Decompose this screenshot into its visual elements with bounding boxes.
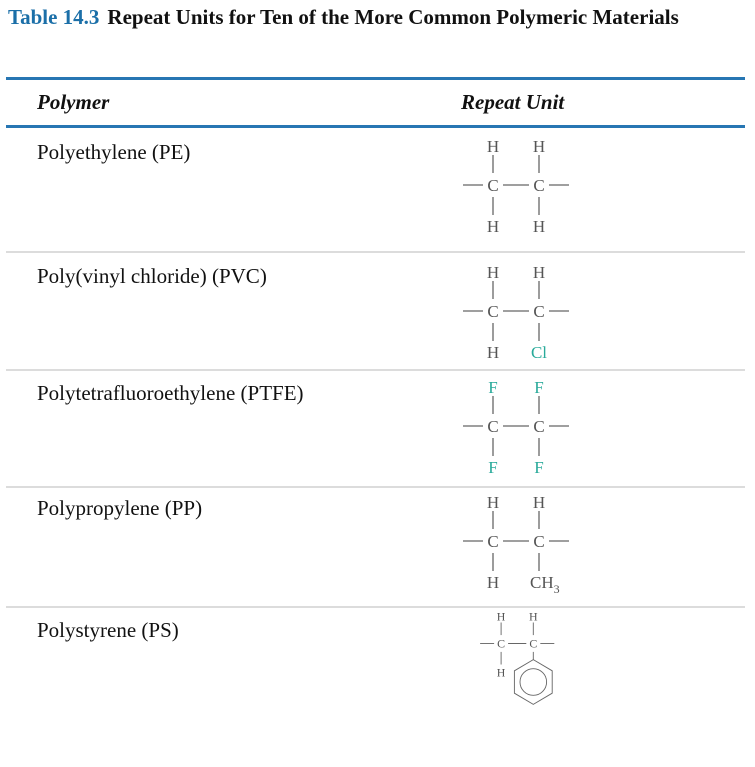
atom-carbon-2: C <box>533 302 545 321</box>
polymer-name: Polyethylene (PE) <box>37 140 191 164</box>
polymer-name: Polytetrafluoroethylene (PTFE) <box>37 381 304 405</box>
atom-top-right: H <box>532 263 546 282</box>
atom-carbon-1: C <box>487 417 499 436</box>
atom-top-right: H <box>532 493 546 512</box>
atom-chlorine: Cl <box>530 343 548 362</box>
atom-top-left: H <box>496 609 506 624</box>
table-title: Repeat Units for Ten of the More Common Polymeric Materials <box>107 5 679 29</box>
atom-carbon-1: C <box>497 636 506 651</box>
atom-bottom-left: H <box>486 573 500 592</box>
atom-bottom-left: H <box>486 343 500 362</box>
atom-carbon-1: C <box>487 532 499 551</box>
repeat-unit-structure <box>455 486 585 598</box>
atom-bottom-right: H <box>532 217 546 236</box>
atom-carbon-1: C <box>487 302 499 321</box>
atom-carbon-2: C <box>533 532 545 551</box>
repeat-unit-structure <box>455 130 585 242</box>
row-divider <box>6 606 745 608</box>
atom-top-right: H <box>532 137 546 156</box>
header-top-rule <box>6 77 745 80</box>
atom-top-left: H <box>486 493 500 512</box>
row-divider <box>6 486 745 488</box>
atom-carbon-1: C <box>487 176 499 195</box>
column-header-repeat-unit: Repeat Unit <box>461 90 565 114</box>
polymer-name: Polypropylene (PP) <box>37 496 203 520</box>
atom-top-left: H <box>486 263 500 282</box>
row-divider <box>6 369 745 371</box>
row-divider <box>6 251 745 253</box>
atom-fluorine: F <box>488 458 498 477</box>
atom-carbon-2: C <box>529 636 538 651</box>
atom-bottom-left: H <box>486 217 500 236</box>
atom-top-right: H <box>529 609 538 624</box>
table-number: Table 14.3 <box>8 5 100 29</box>
repeat-unit-structure <box>455 256 585 368</box>
polymer-name: Poly(vinyl chloride) (PVC) <box>37 264 267 288</box>
atom-bottom-left: H <box>496 665 506 680</box>
polymer-name: Polystyrene (PS) <box>37 618 179 642</box>
repeat-unit-structure <box>455 371 585 483</box>
atom-fluorine: F <box>534 458 544 477</box>
repeat-unit-structure <box>455 605 585 717</box>
aromatic-circle <box>520 669 547 696</box>
column-header-polymer: Polymer <box>37 90 110 114</box>
atom-carbon-2: C <box>533 176 545 195</box>
header-bottom-rule <box>6 125 745 128</box>
atom-fluorine: F <box>534 378 544 397</box>
methyl-group: $CH_3$ <box>530 573 560 596</box>
atom-carbon-2: C <box>533 417 545 436</box>
atom-fluorine: F <box>488 378 498 397</box>
atom-top-left: H <box>486 137 500 156</box>
table-caption <box>8 2 738 33</box>
